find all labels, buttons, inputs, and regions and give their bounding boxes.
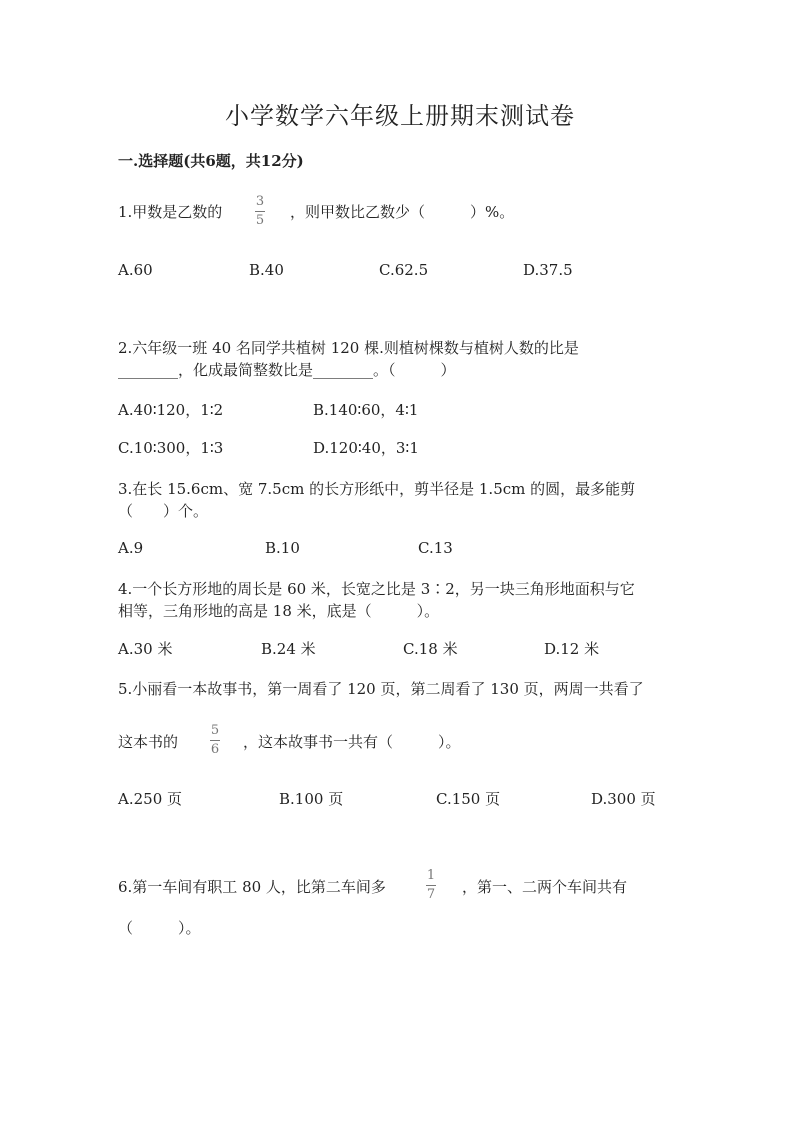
question-3-option-c[interactable]: C.13: [418, 539, 453, 557]
question-5-line-1: 5.小丽看一本故事书，第一周看了 120 页，第二周看了 130 页，两周一共看了: [118, 680, 644, 698]
question-5-fraction: [210, 724, 220, 757]
question-4-line-1: 4.一个长方形地的周长是 60 米，长宽之比是 3∶2，另一块三角形地面积与它: [118, 580, 635, 598]
question-4-option-b[interactable]: B.24 米: [261, 640, 316, 658]
question-2-option-a[interactable]: A.40∶120，1∶2: [118, 401, 224, 419]
question-3-option-a[interactable]: A.9: [118, 539, 144, 557]
question-3-option-b[interactable]: B.10: [265, 539, 300, 557]
question-3-line-1: 3.在长 15.6cm、宽 7.5cm 的长方形纸中，剪半径是 1.5cm 的圆，最多能剪: [118, 480, 636, 498]
question-5-option-b[interactable]: B.100 页: [279, 790, 344, 808]
fraction-numerator: 1: [426, 868, 436, 883]
question-5-option-d[interactable]: D.300 页: [591, 790, 656, 808]
question-6-fraction: [426, 869, 436, 902]
fraction-bar: [210, 740, 220, 741]
question-4-option-c[interactable]: C.18 米: [403, 640, 458, 658]
question-2-line-2: ________，化成最简整数比是________。（ ）: [118, 361, 456, 379]
question-6-line-2: （ ）。: [118, 919, 201, 937]
section-heading: 一.选择题(共6题，共12分): [118, 152, 304, 170]
question-5-option-a[interactable]: A.250 页: [118, 790, 182, 808]
question-1-option-a[interactable]: A.60: [118, 261, 153, 279]
question-6-text-before: 6.第一车间有职工 80 人，比第二车间多: [118, 878, 386, 896]
question-5-text-before: 这本书的: [118, 733, 179, 751]
question-1-fraction: [255, 195, 265, 228]
fraction-denominator: 5: [255, 213, 265, 228]
question-1-text-before: 1.甲数是乙数的: [118, 203, 223, 221]
question-5-option-c[interactable]: C.150 页: [436, 790, 501, 808]
question-1-option-c[interactable]: C.62.5: [379, 261, 429, 279]
fraction-numerator: 3: [255, 194, 265, 209]
fraction-denominator: 6: [210, 742, 220, 757]
question-3-line-2: （ ）个。: [118, 502, 209, 520]
question-2-option-b[interactable]: B.140∶60，4∶1: [313, 401, 419, 419]
question-5-text-after: ，这本故事书一共有（ ）。: [243, 733, 461, 751]
question-4-option-d[interactable]: D.12 米: [544, 640, 600, 658]
fraction-bar: [426, 885, 436, 886]
page-title: 小学数学六年级上册期末测试卷: [225, 102, 575, 130]
question-4-option-a[interactable]: A.30 米: [118, 640, 173, 658]
fraction-numerator: 5: [210, 723, 220, 738]
question-2-line-1: 2.六年级一班 40 名同学共植树 120 棵.则植树棵数与植树人数的比是: [118, 339, 579, 357]
question-2-option-c[interactable]: C.10∶300，1∶3: [118, 439, 224, 457]
question-1-option-b[interactable]: B.40: [249, 261, 284, 279]
question-1-option-d[interactable]: D.37.5: [523, 261, 573, 279]
question-6-text-after: ，第一、二两个车间共有: [462, 878, 628, 896]
question-4-line-2: 相等，三角形地的高是 18 米，底是（ ）。: [118, 602, 440, 620]
question-2-option-d[interactable]: D.120∶40，3∶1: [313, 439, 419, 457]
fraction-bar: [255, 211, 265, 212]
question-1-text-after: ，则甲数比乙数少（ ）%。: [290, 203, 515, 221]
fraction-denominator: 7: [426, 887, 436, 902]
